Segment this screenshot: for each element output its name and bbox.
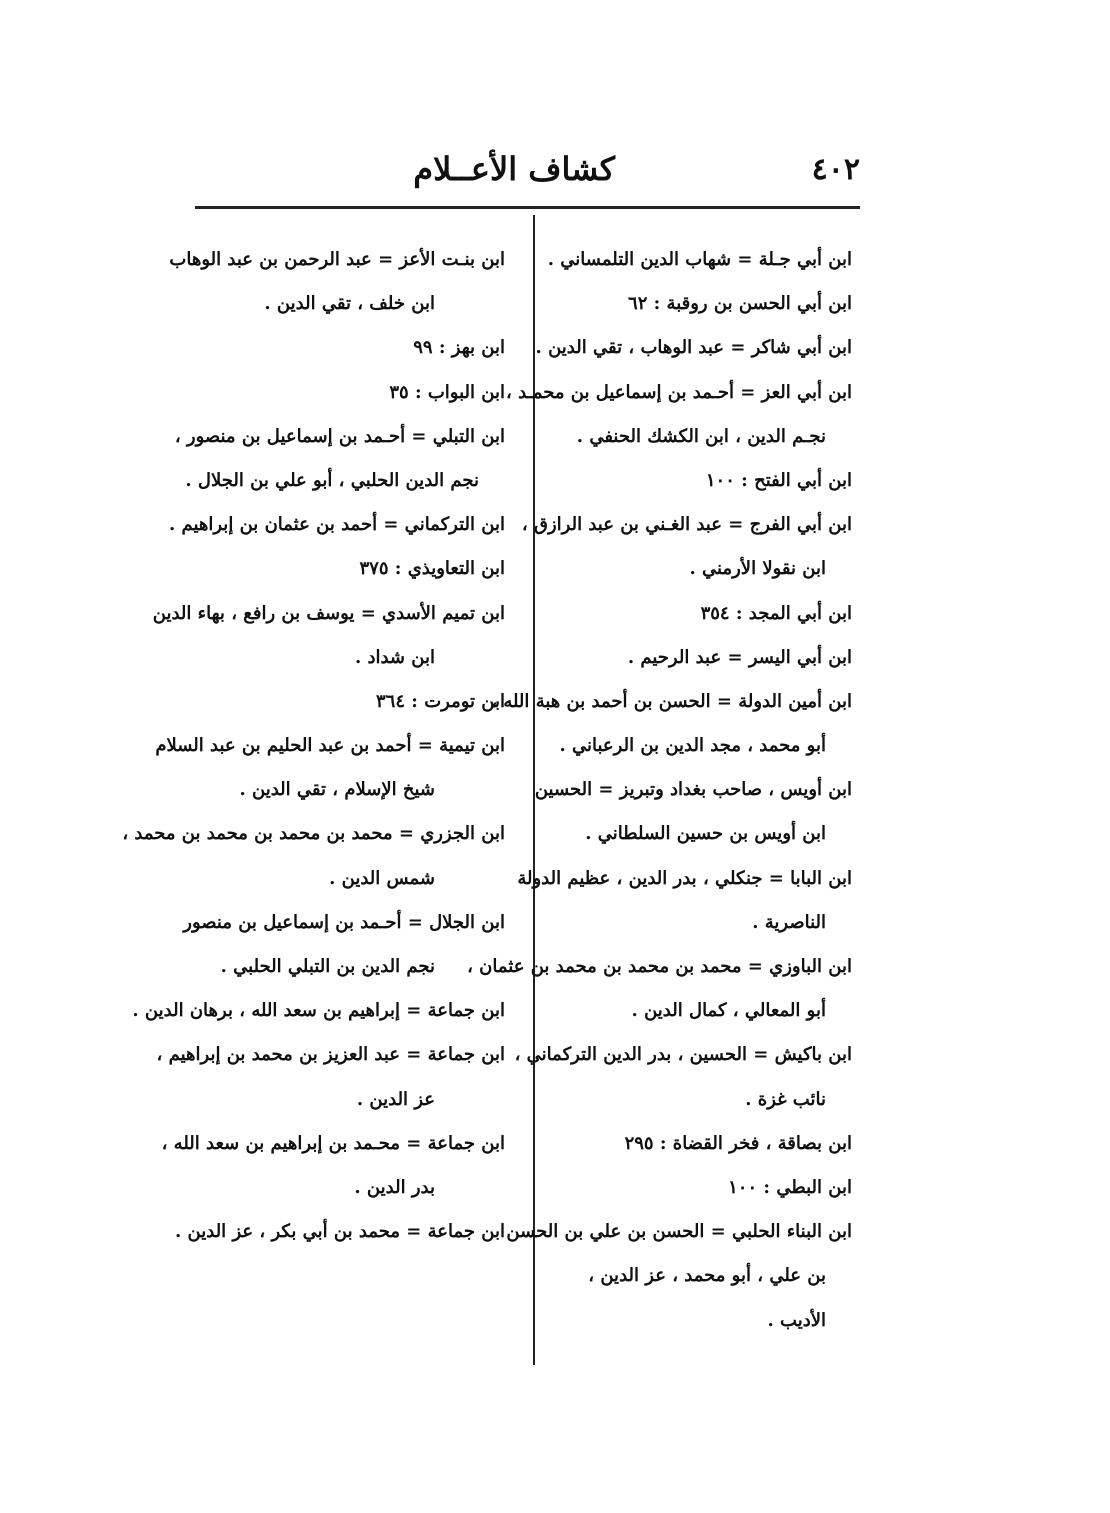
index-entry-line: ابن أمين الدولة = الحسن بن أحمد بن هبة الله ،: [491, 690, 852, 712]
index-entry-line: ابن أبي الفرج = عبد الغـني بن عبد الرازق ،: [521, 514, 852, 536]
index-entry-line: ابن التركماني = أحمد بن عثمان بن إبراهيم .: [168, 514, 505, 536]
index-entry-line: ابن بصاقة ، فخر القضاة : ٢٩٥: [624, 1132, 852, 1154]
index-entry-line: ابن باكيش = الحسين ، بدر الدين التركماني ،: [514, 1044, 852, 1066]
index-entry-line: ابن جماعة = عبد العزيز بن محمد بن إبراهيم ،: [156, 1044, 505, 1066]
index-entry-line: ابن نقولا الأرمني .: [689, 558, 826, 580]
index-entry-line: ابن الباوزي = محمد بن محمد بن محمد بن عثمان ،: [467, 956, 852, 977]
index-entry-line: ابن أبي اليسر = عبد الرحيم .: [627, 646, 852, 668]
index-entry-line: نائب غزة .: [745, 1088, 826, 1110]
index-entry-line: بدر الدين .: [354, 1176, 435, 1198]
index-entry-line: ابن أويس بن حسين السلطاني .: [585, 823, 826, 845]
index-entry-line: شمس الدين .: [329, 867, 435, 889]
index-entry-line: ابن تومرت : ٣٦٤: [376, 690, 505, 712]
index-entry-line: ابن البطي : ١٠٠: [728, 1176, 852, 1198]
index-entry-line: عز الدين .: [356, 1088, 435, 1110]
page-number: ٤٠٢: [811, 152, 860, 187]
left-column: [122, 238, 505, 1254]
index-entry-line: الناصرية .: [752, 911, 826, 933]
index-entry-line: ابن جماعة = محمد بن أبي بكر ، عز الدين .: [175, 1221, 505, 1243]
index-entry-line: ابن شداد .: [354, 646, 435, 668]
index-entry-line: بن علي ، أبو محمد ، عز الدين ،: [588, 1265, 826, 1287]
index-entry-line: ابن أويس ، صاحب بغداد وتبريز = الحسين: [534, 779, 852, 801]
index-entry-line: ابن أبي شاكر = عبد الوهاب ، تقي الدين .: [535, 337, 852, 359]
index-entry-line: ابن جماعة = محـمد بن إبراهيم بن سعد الله ،: [161, 1132, 505, 1154]
index-entry-line: أبو محمد ، مجد الدين بن الرعباني .: [559, 735, 826, 757]
index-entry-line: ابن أبي المجد : ٣٥٤: [700, 602, 852, 624]
index-entry-line: شيخ الإسلام ، تقي الدين .: [239, 779, 435, 801]
index-entry-line: ابن التبلي = أحـمد بن إسماعيل بن منصور ،: [174, 425, 505, 447]
index-entry-line: ابن أبي الحسن بن روقبة : ٦٢: [628, 293, 852, 315]
index-entry-line: ابن الجلال = أحـمد بن إسماعيل بن منصور: [183, 911, 505, 933]
index-entry-line: ابن خلف ، تقي الدين .: [264, 293, 435, 315]
header-rule: [195, 206, 860, 209]
index-entry-line: ابن أبي العز = أحـمد بن إسماعيل بن محمـد ،: [506, 381, 852, 403]
index-entry-line: أبو المعالي ، كمال الدين .: [631, 1000, 826, 1022]
index-entry-line: ابن البابا = جنكلي ، بدر الدين ، عظيم الدولة: [517, 867, 852, 889]
index-entry-line: ابن الجزري = محمد بن محمد بن محمد بن محمد ،: [122, 823, 505, 845]
index-entry-line: ابن أبي جـلة = شهاب الدين التلمساني .: [547, 249, 852, 270]
index-entry-line: ابن تميم الأسدي = يوسف بن رافع ، بهاء الدين: [152, 602, 505, 624]
page-header: [195, 148, 860, 200]
index-entry-line: نجـم الدين ، ابن الكشك الحنفي .: [576, 425, 826, 447]
index-entry-line: الأديب .: [767, 1309, 826, 1331]
index-entry-line: نجم الدين الحلبي ، أبو علي بن الجلال .: [185, 469, 479, 491]
right-column: [467, 238, 852, 1343]
index-entry-line: ابن بنـت الأعز = عبد الرحمن بن عبد الوهاب: [169, 249, 505, 270]
index-entry-line: ابن البواب : ٣٥: [389, 381, 505, 403]
index-entry-line: ابن البناء الحلبي = الحسن بن علي بن الحسن: [506, 1221, 852, 1243]
index-entry-line: ابن جماعة = إبراهيم بن سعد الله ، برهان الدين .: [132, 1000, 505, 1022]
index-entry-line: ابن أبي الفتح : ١٠٠: [705, 469, 852, 491]
index-entry-line: ابن تيمية = أحمد بن عبد الحليم بن عبد السلام: [155, 735, 505, 757]
index-entry-line: نجم الدين بن التبلي الحلبي .: [220, 956, 435, 977]
index-entry-line: ابن التعاويذي : ٣٧٥: [359, 558, 505, 580]
running-title: كشاف الأعــلام: [413, 150, 615, 188]
index-entry-line: ابن بهز : ٩٩: [413, 337, 505, 359]
